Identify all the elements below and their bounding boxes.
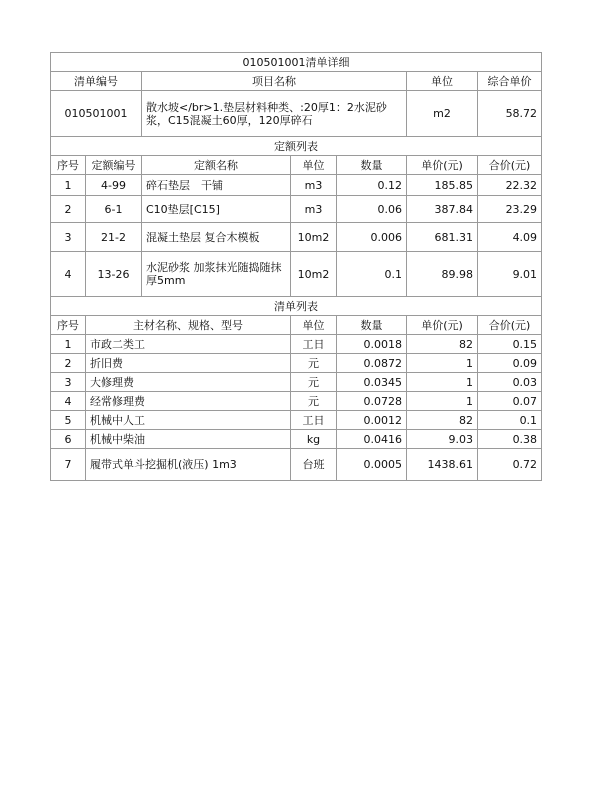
material-total: 0.09 (478, 354, 542, 373)
material-no: 2 (51, 354, 86, 373)
material-price: 1 (407, 392, 478, 411)
list-item-unit: m2 (407, 91, 478, 137)
material-unit: 元 (291, 392, 337, 411)
quota-unit: 10m2 (291, 252, 337, 297)
header-composite-price: 综合单价 (478, 72, 542, 91)
quota-row (51, 175, 542, 196)
quota-row (51, 252, 542, 297)
quota-no: 3 (51, 223, 86, 252)
material-name: 大修理费 (86, 373, 291, 392)
list-item-name: 散水坡</br>1.垫层材料种类、:20厚1：2水泥砂浆，C15混凝土60厚，120厚碎石 (142, 91, 407, 137)
material-price: 82 (407, 335, 478, 354)
material-price: 82 (407, 411, 478, 430)
material-unit: 工日 (291, 335, 337, 354)
quota-unit: m3 (291, 175, 337, 196)
material-total: 0.15 (478, 335, 542, 354)
quota-row (51, 196, 542, 223)
list-item-price: 58.72 (478, 91, 542, 137)
quota-section-title: 定额列表 (51, 137, 542, 156)
quota-header-code: 定额编号 (86, 156, 142, 175)
material-qty: 0.0012 (337, 411, 407, 430)
material-unit: 台班 (291, 449, 337, 481)
quota-header-no: 序号 (51, 156, 86, 175)
quota-name: 水泥砂浆 加浆抹光随捣随抹厚5mm (142, 252, 291, 297)
quota-code: 4-99 (86, 175, 142, 196)
material-header-unit: 单位 (291, 316, 337, 335)
material-name: 折旧费 (86, 354, 291, 373)
quota-total: 22.32 (478, 175, 542, 196)
quota-name: 混凝土垫层 复合木模板 (142, 223, 291, 252)
material-total: 0.03 (478, 373, 542, 392)
quota-name: 碎石垫层 干铺 (142, 175, 291, 196)
quota-unit: 10m2 (291, 223, 337, 252)
material-total: 0.1 (478, 411, 542, 430)
material-row (51, 335, 542, 354)
material-price: 1438.61 (407, 449, 478, 481)
material-header-price: 单价(元) (407, 316, 478, 335)
material-no: 4 (51, 392, 86, 411)
quota-header-name: 定额名称 (142, 156, 291, 175)
list-item-code: 010501001 (51, 91, 142, 137)
material-row (51, 373, 542, 392)
quota-total: 23.29 (478, 196, 542, 223)
material-row (51, 354, 542, 373)
quota-header-row (51, 156, 542, 175)
quota-code: 13-26 (86, 252, 142, 297)
quota-qty: 0.06 (337, 196, 407, 223)
material-unit: 元 (291, 354, 337, 373)
header-list-code: 清单编号 (51, 72, 142, 91)
material-header-no: 序号 (51, 316, 86, 335)
material-qty: 0.0416 (337, 430, 407, 449)
quota-no: 1 (51, 175, 86, 196)
material-header-name: 主材名称、规格、型号 (86, 316, 291, 335)
material-qty: 0.0728 (337, 392, 407, 411)
quota-price: 387.84 (407, 196, 478, 223)
list-item-row (51, 91, 542, 137)
material-row (51, 449, 542, 481)
material-total: 0.72 (478, 449, 542, 481)
material-price: 9.03 (407, 430, 478, 449)
quota-qty: 0.1 (337, 252, 407, 297)
quota-no: 4 (51, 252, 86, 297)
material-no: 3 (51, 373, 86, 392)
material-row (51, 411, 542, 430)
quota-header-qty: 数量 (337, 156, 407, 175)
quota-qty: 0.006 (337, 223, 407, 252)
material-section-title: 清单列表 (51, 297, 542, 316)
material-qty: 0.0005 (337, 449, 407, 481)
header-unit: 单位 (407, 72, 478, 91)
material-header-row (51, 316, 542, 335)
material-no: 5 (51, 411, 86, 430)
quota-unit: m3 (291, 196, 337, 223)
list-header-row (51, 72, 542, 91)
material-row (51, 392, 542, 411)
material-name: 机械中柴油 (86, 430, 291, 449)
material-unit: 元 (291, 373, 337, 392)
quota-code: 21-2 (86, 223, 142, 252)
material-price: 1 (407, 373, 478, 392)
material-price: 1 (407, 354, 478, 373)
material-no: 1 (51, 335, 86, 354)
material-name: 市政二类工 (86, 335, 291, 354)
quota-price: 185.85 (407, 175, 478, 196)
material-unit: 工日 (291, 411, 337, 430)
quota-price: 681.31 (407, 223, 478, 252)
quota-header-price: 单价(元) (407, 156, 478, 175)
bill-detail-table (50, 52, 542, 481)
header-item-name: 项目名称 (142, 72, 407, 91)
material-total: 0.07 (478, 392, 542, 411)
quota-no: 2 (51, 196, 86, 223)
material-header-total: 合价(元) (478, 316, 542, 335)
quota-total: 4.09 (478, 223, 542, 252)
material-total: 0.38 (478, 430, 542, 449)
material-name: 经常修理费 (86, 392, 291, 411)
material-header-qty: 数量 (337, 316, 407, 335)
material-name: 机械中人工 (86, 411, 291, 430)
material-row (51, 430, 542, 449)
material-unit: kg (291, 430, 337, 449)
quota-name: C10垫层[C15] (142, 196, 291, 223)
quota-code: 6-1 (86, 196, 142, 223)
quota-qty: 0.12 (337, 175, 407, 196)
quota-header-total: 合价(元) (478, 156, 542, 175)
material-no: 7 (51, 449, 86, 481)
quota-header-unit: 单位 (291, 156, 337, 175)
page-title: 010501001清单详细 (51, 53, 542, 72)
material-qty: 0.0345 (337, 373, 407, 392)
material-no: 6 (51, 430, 86, 449)
quota-total: 9.01 (478, 252, 542, 297)
material-qty: 0.0018 (337, 335, 407, 354)
material-name: 履带式单斗挖掘机(液压) 1m3 (86, 449, 291, 481)
quota-row (51, 223, 542, 252)
material-qty: 0.0872 (337, 354, 407, 373)
quota-price: 89.98 (407, 252, 478, 297)
